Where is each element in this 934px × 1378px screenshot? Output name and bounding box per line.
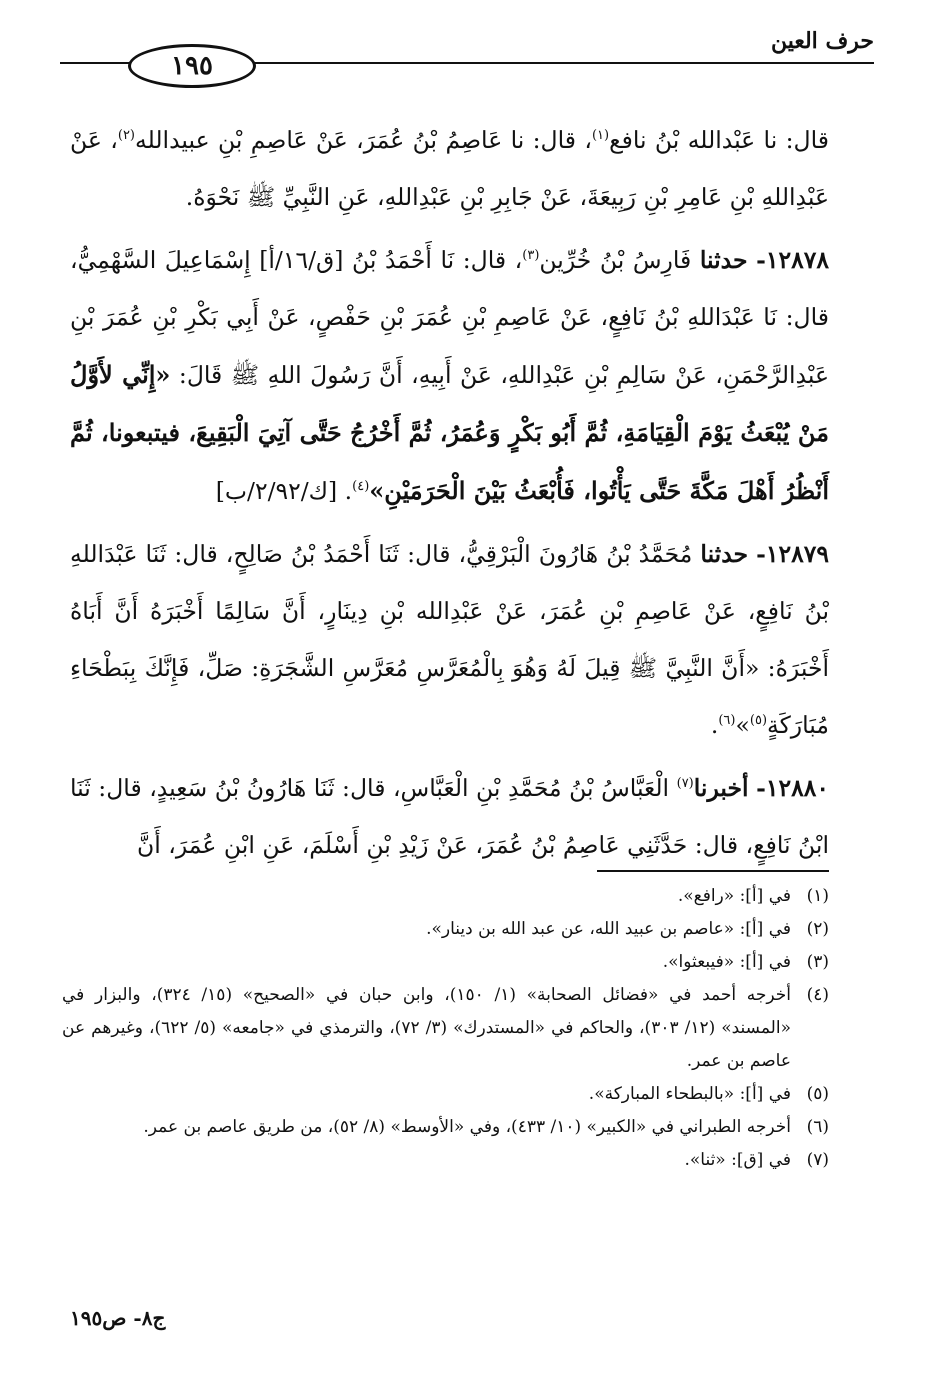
page-header (60, 22, 874, 82)
footnote-ref: (١) (591, 128, 610, 144)
footnote-5 (62, 1078, 829, 1111)
paragraph-continuation (70, 112, 829, 226)
footnote-text: أخرجه أحمد في «فضائل الصحابة» (١/ ١٥٠)، وابن حبان في «الصحيح» (١٥/ ٣٢٤)، والبزار في «المسند» (١٢/ ٣٠٣)، والحاكم في «المستدرك» (٣/ ٧٢)، والترمذي في «جامعه» (٥/ ٦٢٢)، وغيرهم عن عاصم بن عمر. (62, 985, 792, 1071)
text-span: » (735, 711, 750, 739)
footnote-text: في [ق]: «ثنا». (684, 1150, 791, 1170)
footnote-7 (62, 1144, 829, 1177)
narration-label: حدثنا (700, 540, 749, 568)
footnote-2 (62, 913, 829, 946)
page-footer-ref: ج٨- ص١٩٥ (70, 1306, 166, 1330)
section-title: حرف العين (763, 28, 874, 54)
narration-label: حدثنا (699, 246, 748, 274)
footnote-ref: (٢) (117, 128, 135, 144)
footnote-number: (٤) (806, 985, 829, 1005)
text-span: ، قال: نا عَاصِمُ بْنُ عُمَرَ، عَنْ عَاصِمِ بْنِ عبيدالله (135, 126, 592, 154)
hadith-number: ١٢٨٧٨- (756, 246, 829, 274)
footnote-1 (62, 880, 829, 913)
footnote-number: (٦) (806, 1117, 829, 1137)
page-number-badge: ١٩٥ (128, 44, 256, 88)
footnote-text: في [أ]: «رافع». (677, 886, 791, 906)
footnote-text: في [أ]: «عاصم بن عبيد الله، عن عبد الله بن دينار». (426, 919, 791, 939)
hadith-12880 (70, 760, 829, 874)
footnote-3 (62, 946, 829, 979)
footnote-ref: (٥) (749, 713, 768, 729)
footnote-number: (٧) (806, 1150, 829, 1170)
text-span: الْعَبَّاسُ بْنُ مُحَمَّدِ بْنِ الْعَبَّاسِ، قال: ثَنَا هَارُونُ بْنُ سَعِيدٍ، قال: ثَنَا ابْنُ نَافِعٍ، قال: حَدَّثَنِي عَاصِمُ بْنُ عُمَرَ، عَنْ زَيْدِ بْنِ أَسْلَمَ، عَنِ ابْنِ عُمَرَ، أَنَّ (70, 774, 829, 859)
footnote-ref: (٣) (522, 248, 540, 264)
hadith-text: «أَنَّ النَّبِيَّ ﷺ قِيلَ لَهُ وَهُوَ بِالْمُعَرَّسِ مُعَرَّسِ الشَّجَرَةِ: صَلِّ، فَإِنَّكَ بِبَطْحَاءِ مُبَارَكَةٍ (70, 654, 829, 739)
footnote-separator (597, 870, 829, 872)
text-span: مُحَمَّدُ بْنُ هَارُونَ الْبَرْقِيُّ، قال: ثَنَا أَحْمَدُ بْنُ صَالِحٍ، قال: ثَنَا عَبْدَاللهِ بْنُ نَافِعٍ، عَنْ عَاصِمِ بْنِ عُمَرَ، عَنْ عَبْدِالله بْنِ دِينَارٍ، أَنَّ سَالِمًا أَخْبَرَهُ أَنَّ أَبَاهُ أَخْبَرَهُ: (70, 540, 830, 682)
hadith-number: ١٢٨٧٩- (756, 540, 829, 568)
footnote-number: (٥) (806, 1084, 829, 1104)
footnote-text: في [أ]: «بالبطحاء المباركة». (588, 1084, 791, 1104)
hadith-12878 (70, 232, 829, 520)
footnote-number: (١) (806, 886, 829, 906)
footnote-text: أخرجه الطبراني في «الكبير» (١٠/ ٤٣٣)، وفي «الأوسط» (٨/ ٥٢)، من طريق عاصم بن عمر. (143, 1117, 791, 1137)
text-span: . (710, 711, 719, 739)
body-text (70, 112, 829, 874)
footnotes (62, 880, 829, 1177)
text-span: قال: نا عَبْدالله بْنُ نافع (609, 126, 830, 154)
text-span: . [ك/٢/٩٢/ب] (215, 477, 353, 505)
text-span: ، عَنْ عَبْدِاللهِ بْنِ عَامِرِ بْنِ رَبِيعَةَ، عَنْ جَابِرِ بْنِ عَبْدِاللهِ، عَنِ النَّبِيِّ ﷺ نَحْوَهُ. (70, 126, 829, 211)
hadith-number: ١٢٨٨٠- (756, 774, 829, 802)
footnote-text: في [أ]: «فيبعثوا». (662, 952, 791, 972)
footnote-number: (٣) (806, 952, 829, 972)
footnote-ref: (٤) (352, 479, 370, 495)
text-span: فَارِسُ بْنُ خُرِّين (539, 246, 692, 274)
hadith-text: «إِنِّي لأَوَّلُ مَنْ يُبْعَثُ يَوْمَ الْقِيَامَةِ، ثُمَّ أَبُو بَكْرٍ وَعُمَرُ، ثُمَّ أَخْرُجُ حَتَّى آتِيَ الْبَقِيعَ، فيتبعونا، ثُمَّ أَنْظُرُ أَهْلَ مَكَّةَ حَتَّى يَأْتُوا، فَأُبْعَثُ بَيْنَ الْحَرَمَيْنِ» (70, 360, 829, 505)
footnote-ref: (٧) (676, 776, 694, 792)
footnote-number: (٢) (806, 919, 829, 939)
footnote-ref: (٦) (718, 713, 736, 729)
footnote-4 (62, 979, 829, 1078)
hadith-12879 (70, 526, 829, 754)
text-span: ، قال: نَا أَحْمَدُ بْنُ [ق/١٦/أ] إِسْمَاعِيلَ السَّهْمِيُّ، قال: نَا عَبْدَاللهِ بْنُ نَافِعٍ، عَنْ عَاصِمِ بْنِ عُمَرَ بْنِ حَفْصٍ، عَنْ أَبِي بَكْرِ بْنِ عُمَرَ بْنِ عَبْدِالرَّحْمَنِ، عَنْ سَالِمِ بْنِ عَبْدِاللهِ، عَنْ أَبِيهِ، أَنَّ رَسُولَ اللهِ ﷺ قَالَ: (70, 246, 829, 389)
footnote-6 (62, 1111, 829, 1144)
narration-label: أخبرنا (693, 774, 749, 802)
